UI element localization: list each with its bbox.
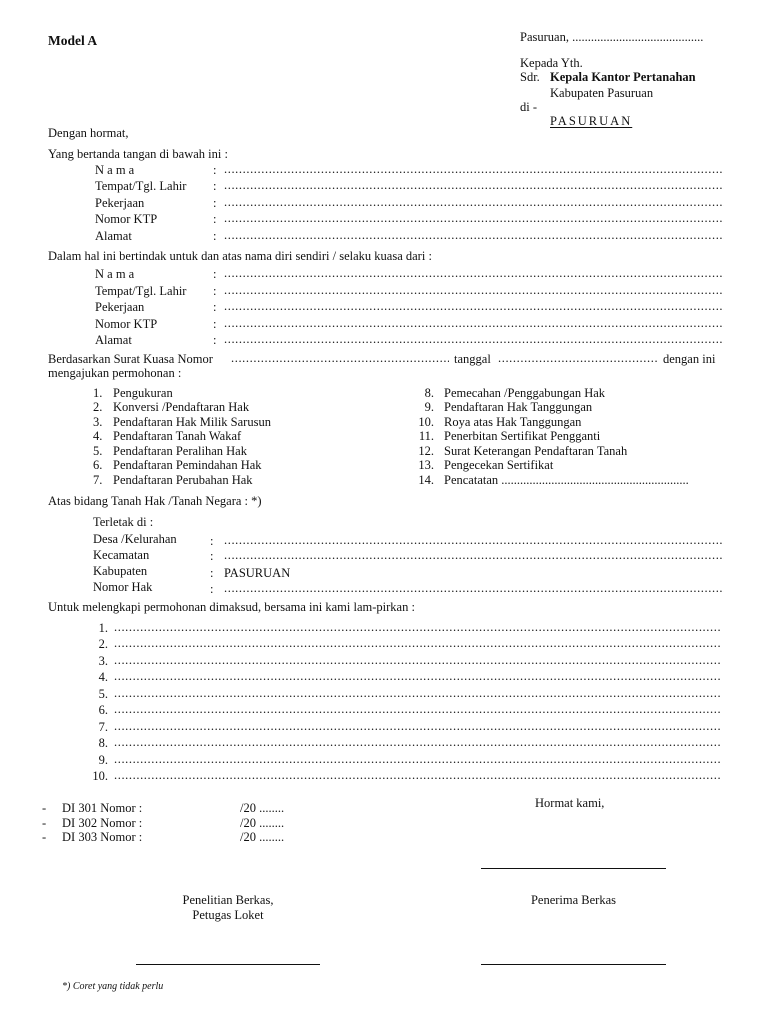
option-label: Pendaftaran Tanah Wakaf bbox=[113, 429, 242, 443]
attachment-number: 7. bbox=[98, 720, 108, 734]
fill-line[interactable] bbox=[224, 267, 724, 280]
attachment-number: 5. bbox=[98, 687, 108, 701]
attachment-fill[interactable] bbox=[114, 703, 721, 716]
di-dash: - bbox=[42, 830, 47, 844]
fill-line[interactable] bbox=[224, 229, 724, 242]
attachments-intro: Untuk melengkapi permohonan dimaksud, bersama ini kami lam-pirkan : bbox=[48, 600, 415, 614]
addressee-greeting: Kepada Yth. bbox=[520, 56, 583, 70]
fill-line[interactable] bbox=[224, 196, 724, 209]
surat-kuasa-suffix: dengan ini bbox=[663, 352, 716, 366]
field-label: Desa /Kelurahan bbox=[93, 532, 177, 546]
field-colon: : bbox=[213, 163, 217, 177]
attachment-number: 1. bbox=[98, 621, 108, 635]
option-number: 2. bbox=[93, 400, 103, 414]
option-number: 9. bbox=[424, 400, 434, 414]
attachment-fill[interactable] bbox=[114, 621, 721, 634]
section1-intro: Yang bertanda tangan di bawah ini : bbox=[48, 147, 228, 161]
field-label: Tempat/Tgl. Lahir bbox=[95, 284, 187, 298]
fill-line[interactable] bbox=[224, 549, 724, 562]
field-label: Pekerjaan bbox=[95, 300, 145, 314]
di-label: DI 303 Nomor : bbox=[62, 830, 143, 844]
field-label: Alamat bbox=[95, 333, 132, 347]
option-number: 4. bbox=[93, 429, 103, 443]
option-label: Surat Keterangan Pendaftaran Tanah bbox=[444, 444, 628, 458]
option-label: Konversi /Pendaftaran Hak bbox=[113, 400, 250, 414]
attachment-number: 2. bbox=[98, 637, 108, 651]
fill-line[interactable] bbox=[224, 582, 724, 595]
field-colon: : bbox=[210, 566, 214, 580]
officer-signature-line[interactable] bbox=[136, 964, 320, 965]
option-number: 13. bbox=[418, 458, 434, 472]
field-label: Nomor KTP bbox=[95, 317, 158, 331]
attachment-number: 4. bbox=[98, 670, 108, 684]
surat-kuasa-line2: mengajukan permohonan : bbox=[48, 366, 182, 380]
attachment-number: 6. bbox=[98, 703, 108, 717]
attachment-number: 3. bbox=[98, 654, 108, 668]
di-dash: - bbox=[42, 816, 47, 830]
fill-line[interactable] bbox=[224, 300, 724, 313]
option-number: 1. bbox=[93, 386, 103, 400]
option-label: Pendaftaran Pemindahan Hak bbox=[113, 458, 262, 472]
fill-line[interactable] bbox=[224, 317, 724, 330]
left-signature-subtitle: Petugas Loket bbox=[192, 908, 264, 922]
attachment-fill[interactable] bbox=[114, 720, 721, 733]
option-label: Pendaftaran Perubahan Hak bbox=[113, 473, 253, 487]
field-colon: : bbox=[213, 179, 217, 193]
field-colon: : bbox=[210, 549, 214, 563]
di-year[interactable]: /20 ........ bbox=[240, 801, 285, 815]
option-label: Pengecekan Sertifikat bbox=[444, 458, 554, 472]
field-label: N a m a bbox=[95, 163, 135, 177]
kabupaten-value: PASURUAN bbox=[224, 566, 291, 580]
field-colon: : bbox=[213, 212, 217, 226]
field-colon: : bbox=[213, 300, 217, 314]
option-number: 11. bbox=[418, 429, 434, 443]
di-label: DI 302 Nomor : bbox=[62, 816, 143, 830]
option-label: Roya atas Hak Tanggungan bbox=[444, 415, 582, 429]
salutation: Dengan hormat, bbox=[48, 126, 129, 140]
option-number: 6. bbox=[93, 458, 103, 472]
form-model-label: Model A bbox=[48, 33, 98, 48]
field-label: N a m a bbox=[95, 267, 135, 281]
option-label: Penerbitan Sertifikat Pengganti bbox=[444, 429, 601, 443]
field-label: Nomor KTP bbox=[95, 212, 158, 226]
surat-kuasa-tanggal-label: tanggal bbox=[454, 352, 491, 366]
land-location: Terletak di : bbox=[93, 515, 154, 529]
option-label: Pencatatan ............................................................ bbox=[444, 473, 689, 487]
attachment-fill[interactable] bbox=[114, 687, 721, 700]
option-label: Pemecahan /Penggabungan Hak bbox=[444, 386, 606, 400]
attachment-number: 9. bbox=[98, 753, 108, 767]
field-label: Kabupaten bbox=[93, 564, 148, 578]
option-label: Pendaftaran Hak Tanggungan bbox=[444, 400, 593, 414]
option-number: 12. bbox=[418, 444, 434, 458]
option-number: 10. bbox=[418, 415, 434, 429]
field-colon: : bbox=[210, 534, 214, 548]
surat-kuasa-label: Berdasarkan Surat Kuasa Nomor bbox=[48, 352, 213, 366]
di-year[interactable]: /20 ........ bbox=[240, 830, 285, 844]
fill-line[interactable] bbox=[224, 179, 724, 192]
option-number: 8. bbox=[424, 386, 434, 400]
field-label: Alamat bbox=[95, 229, 132, 243]
fill-line[interactable] bbox=[224, 534, 724, 547]
attachment-fill[interactable] bbox=[114, 769, 721, 782]
addressee-name: Kepala Kantor Pertanahan bbox=[550, 70, 696, 84]
attachment-fill[interactable] bbox=[114, 637, 721, 650]
attachment-fill[interactable] bbox=[114, 654, 721, 667]
field-label: Tempat/Tgl. Lahir bbox=[95, 179, 187, 193]
field-colon: : bbox=[213, 229, 217, 243]
di-label: DI 301 Nomor : bbox=[62, 801, 143, 815]
right-signature-title: Penerima Berkas bbox=[530, 893, 617, 907]
di-year[interactable]: /20 ........ bbox=[240, 816, 285, 830]
field-colon: : bbox=[213, 317, 217, 331]
closing-text: Hormat kami, bbox=[535, 796, 605, 810]
applicant-signature-line[interactable] bbox=[481, 868, 666, 869]
fill-line[interactable] bbox=[224, 333, 724, 346]
left-signature-title: Penelitian Berkas, bbox=[182, 893, 274, 907]
field-label: Pekerjaan bbox=[95, 196, 145, 210]
option-label: Pendaftaran Hak Milik Sarusun bbox=[113, 415, 271, 429]
addressee-region: Kabupaten Pasuruan bbox=[550, 86, 654, 100]
field-colon: : bbox=[213, 267, 217, 281]
addressee-city: PASURUAN bbox=[550, 114, 633, 128]
fill-line[interactable] bbox=[224, 163, 724, 176]
addressee-prefix: Sdr. bbox=[520, 70, 540, 84]
field-label: Nomor Hak bbox=[93, 580, 153, 594]
fill-line[interactable] bbox=[224, 212, 724, 225]
section2-intro: Dalam hal ini bertindak untuk dan atas nama diri sendiri / selaku kuasa dari : bbox=[48, 249, 432, 263]
option-label: Pendaftaran Peralihan Hak bbox=[113, 444, 247, 458]
option-number: 5. bbox=[93, 444, 103, 458]
fill-line[interactable] bbox=[224, 284, 724, 297]
addressee-di: di - bbox=[520, 100, 538, 114]
option-number: 7. bbox=[93, 473, 103, 487]
field-colon: : bbox=[213, 284, 217, 298]
surat-kuasa-date-fill[interactable] bbox=[498, 352, 658, 365]
attachment-number: 10. bbox=[92, 769, 108, 783]
field-colon: : bbox=[213, 333, 217, 347]
di-dash: - bbox=[42, 801, 47, 815]
footnote: *) Coret yang tidak perlu bbox=[62, 981, 164, 992]
receiver-signature-line[interactable] bbox=[481, 964, 666, 965]
land-intro: Atas bidang Tanah Hak /Tanah Negara : *) bbox=[48, 494, 262, 508]
option-number: 14. bbox=[418, 473, 434, 487]
field-colon: : bbox=[213, 196, 217, 210]
option-label: Pengukuran bbox=[113, 386, 173, 400]
field-colon: : bbox=[210, 582, 214, 596]
attachment-number: 8. bbox=[98, 736, 108, 750]
option-number: 3. bbox=[93, 415, 103, 429]
attachment-fill[interactable] bbox=[114, 670, 721, 683]
attachment-fill[interactable] bbox=[114, 753, 721, 766]
surat-kuasa-number-fill[interactable] bbox=[231, 352, 449, 365]
attachment-fill[interactable] bbox=[114, 736, 721, 749]
place-date-line: Pasuruan, .......................................... bbox=[520, 30, 704, 44]
field-label: Kecamatan bbox=[93, 548, 150, 562]
